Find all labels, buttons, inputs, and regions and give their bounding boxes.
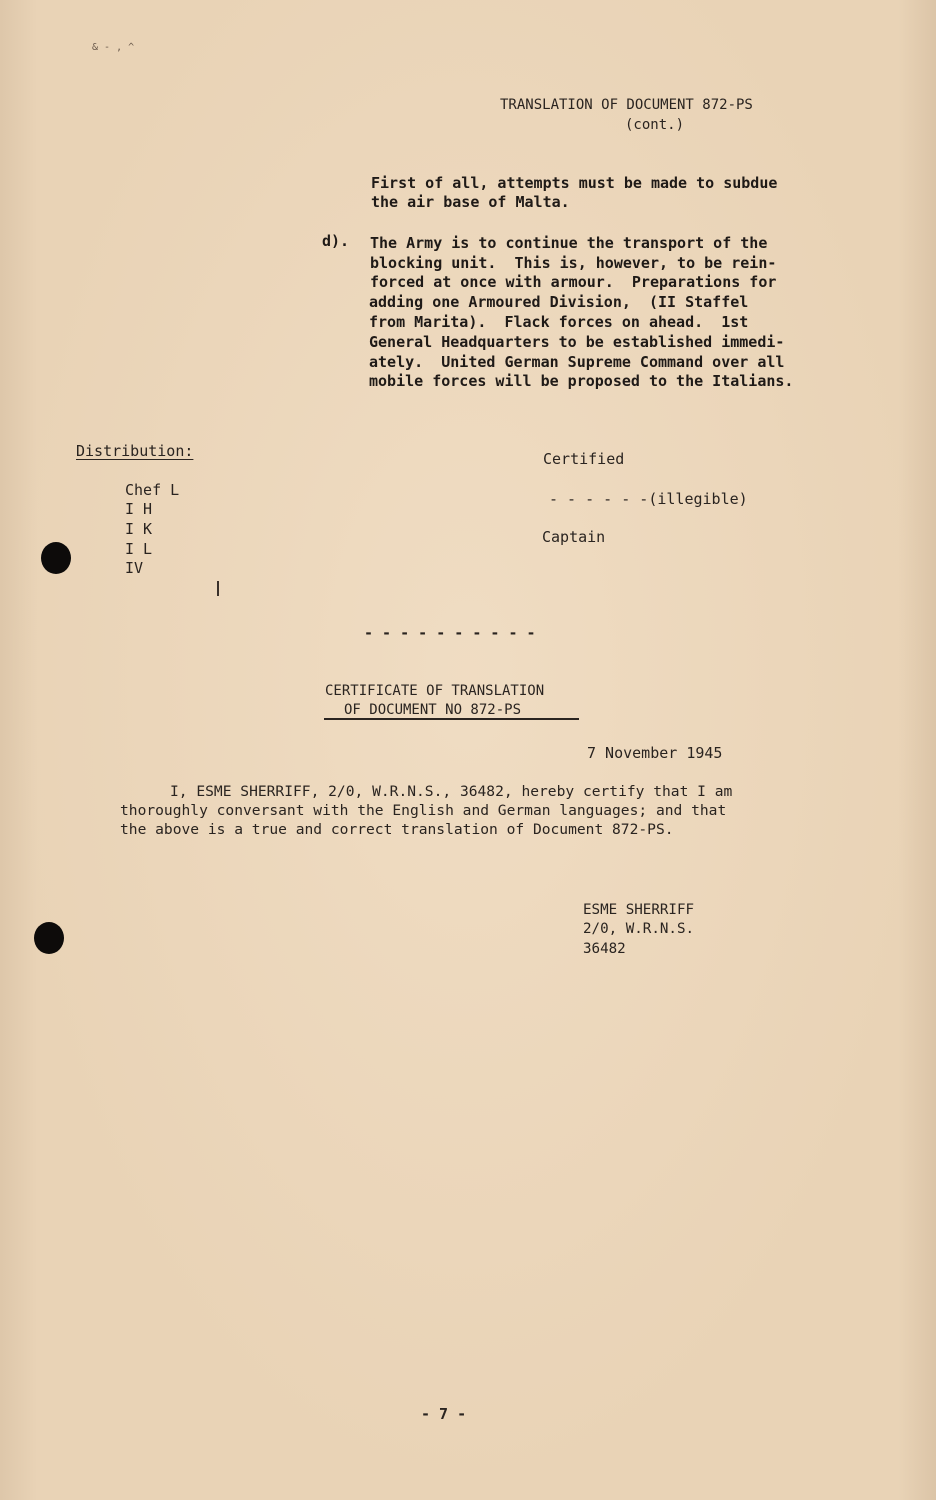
pen-stroke [217, 581, 219, 596]
para-line: from Marita). Flack forces on ahead. 1st [369, 313, 749, 331]
certificate-title-line2: OF DOCUMENT NO 872-PS [344, 702, 522, 718]
signatory-number: 36482 [583, 941, 626, 957]
distribution-item: I H [125, 500, 153, 518]
para-line: mobile forces will be proposed to the Italians. [369, 372, 794, 390]
para-line: adding one Armoured Division, (II Staffel [369, 293, 749, 311]
rank-label: Captain [542, 528, 606, 546]
para-line: the air base of Malta. [371, 193, 570, 211]
para-d-label: d). [322, 232, 350, 250]
separator-dashes: - - - - - - - - - - [364, 624, 536, 642]
certificate-title-underline [324, 718, 579, 720]
para-line: General Headquarters to be established immedi- [369, 333, 785, 351]
distribution-item: I K [125, 520, 153, 538]
para-line: ately. United German Supreme Command over all [369, 353, 785, 371]
certificate-text-line: thoroughly conversant with the English and German languages; and that [120, 802, 727, 819]
para-line: blocking unit. This is, however, to be rein- [370, 254, 777, 272]
punch-hole [41, 542, 71, 574]
certificate-date: 7 November 1945 [587, 744, 723, 762]
signature-line: - - - - - -(illegible) [549, 490, 748, 508]
distribution-item: IV [125, 559, 144, 577]
certificate-text-line: the above is a true and correct translation of Document 872-PS. [120, 821, 674, 838]
document-title: TRANSLATION OF DOCUMENT 872-PS [500, 97, 753, 113]
corner-marks: & - , ^ [92, 42, 135, 53]
certificate-title: CERTIFICATE OF TRANSLATION [325, 683, 545, 699]
para-line: forced at once with armour. Preparations for [370, 273, 777, 291]
certificate-text-line: I, ESME SHERRIFF, 2/0, W.R.N.S., 36482, hereby certify that I am [170, 783, 733, 800]
document-title-cont: (cont.) [625, 117, 685, 133]
certified-label: Certified [543, 450, 625, 468]
signatory-rank: 2/0, W.R.N.S. [583, 921, 695, 937]
para-line: First of all, attempts must be made to subdue [371, 174, 778, 192]
distribution-item: I L [125, 540, 153, 558]
para-line: The Army is to continue the transport of the [370, 234, 768, 252]
punch-hole [34, 922, 64, 954]
distribution-heading: Distribution: [76, 442, 194, 460]
signatory-name: ESME SHERRIFF [583, 902, 695, 918]
distribution-item: Chef L [125, 481, 180, 499]
page-number: - 7 - [421, 1405, 467, 1423]
